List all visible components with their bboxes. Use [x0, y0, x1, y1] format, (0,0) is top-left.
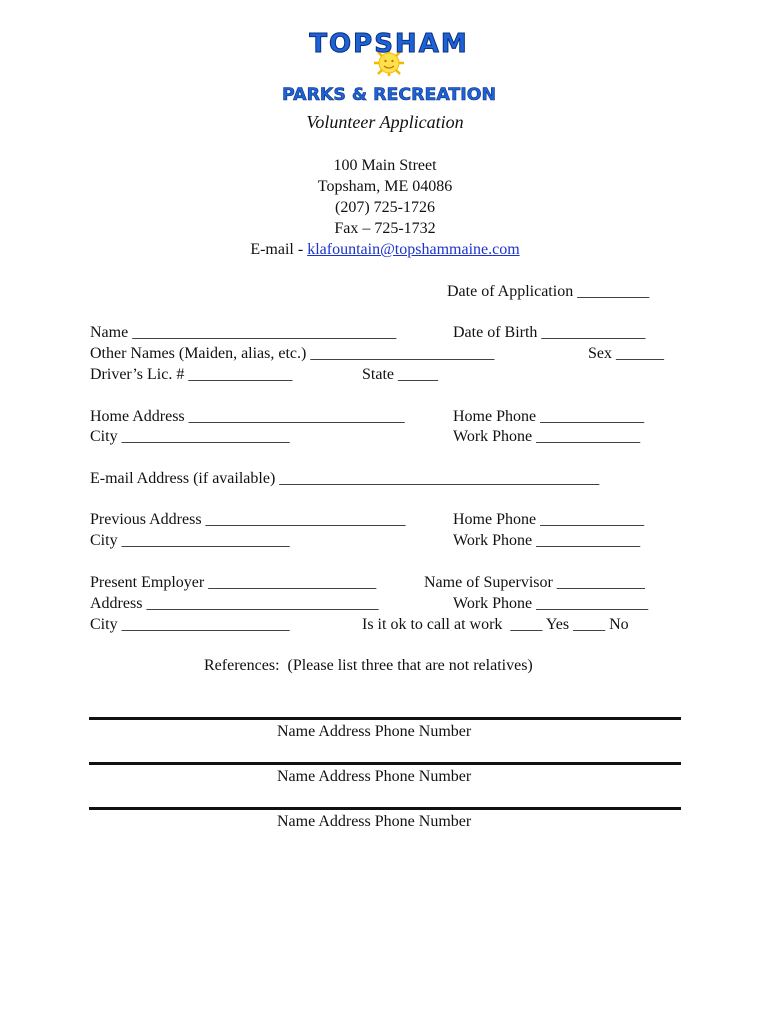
logo-title: TOPSHAM — [309, 29, 469, 59]
ok-to-call-field[interactable]: Is it ok to call at work ____ Yes ____ No — [362, 616, 629, 633]
work-phone-field[interactable]: Work Phone _____________ — [453, 428, 641, 445]
name-field[interactable]: Name _________________________________ — [90, 324, 397, 341]
state-field[interactable]: State _____ — [362, 366, 438, 383]
employer-address-field[interactable]: Address _____________________________ — [90, 595, 379, 612]
previous-city-field[interactable]: City _____________________ — [90, 532, 290, 549]
email-line — [0, 240, 770, 260]
reference-line-1[interactable] — [89, 717, 681, 720]
reference-label-1: Name Address Phone Number — [277, 723, 472, 740]
reference-line-3[interactable] — [89, 807, 681, 810]
previous-address-field[interactable]: Previous Address _________________________ — [90, 511, 406, 528]
phone-number: (207) 725-1726 — [335, 199, 435, 216]
drivers-license-field[interactable]: Driver’s Lic. # _____________ — [90, 366, 293, 383]
email-address-field[interactable]: E-mail Address (if available) ________________________________________ — [90, 470, 600, 487]
employer-city-field[interactable]: City _____________________ — [90, 616, 290, 633]
date-of-application-field[interactable]: Date of Application _________ — [447, 283, 650, 300]
sex-field[interactable]: Sex ______ — [588, 345, 664, 362]
email-label: E-mail - — [250, 241, 308, 258]
logo-subtitle: PARKS & RECREATION — [282, 85, 496, 105]
topsham-parks-recreation-logo — [276, 24, 502, 106]
email-link[interactable]: klafountain@topshammaine.com — [307, 241, 520, 258]
previous-home-phone-field[interactable]: Home Phone _____________ — [453, 511, 645, 528]
date-of-birth-field[interactable]: Date of Birth _____________ — [453, 324, 646, 341]
reference-line-2[interactable] — [89, 762, 681, 765]
reference-label-2: Name Address Phone Number — [277, 768, 472, 785]
home-phone-field[interactable]: Home Phone _____________ — [453, 408, 645, 425]
reference-label-3: Name Address Phone Number — [277, 813, 472, 830]
present-employer-field[interactable]: Present Employer _____________________ — [90, 574, 377, 591]
city-state-zip: Topsham, ME 04086 — [317, 178, 453, 195]
supervisor-field[interactable]: Name of Supervisor ___________ — [424, 574, 645, 591]
city-field[interactable]: City _____________________ — [90, 428, 290, 445]
home-address-field[interactable]: Home Address ___________________________ — [90, 408, 405, 425]
references-heading: References: (Please list three that are not relatives) — [204, 657, 533, 674]
employer-work-phone-field[interactable]: Work Phone ______________ — [453, 595, 649, 612]
previous-work-phone-field[interactable]: Work Phone _____________ — [453, 532, 641, 549]
fax-number: Fax – 725-1732 — [334, 220, 436, 237]
other-names-field[interactable]: Other Names (Maiden, alias, etc.) _______________________ — [90, 345, 495, 362]
street-address: 100 Main Street — [333, 157, 437, 174]
page-title: Volunteer Application — [306, 112, 464, 132]
